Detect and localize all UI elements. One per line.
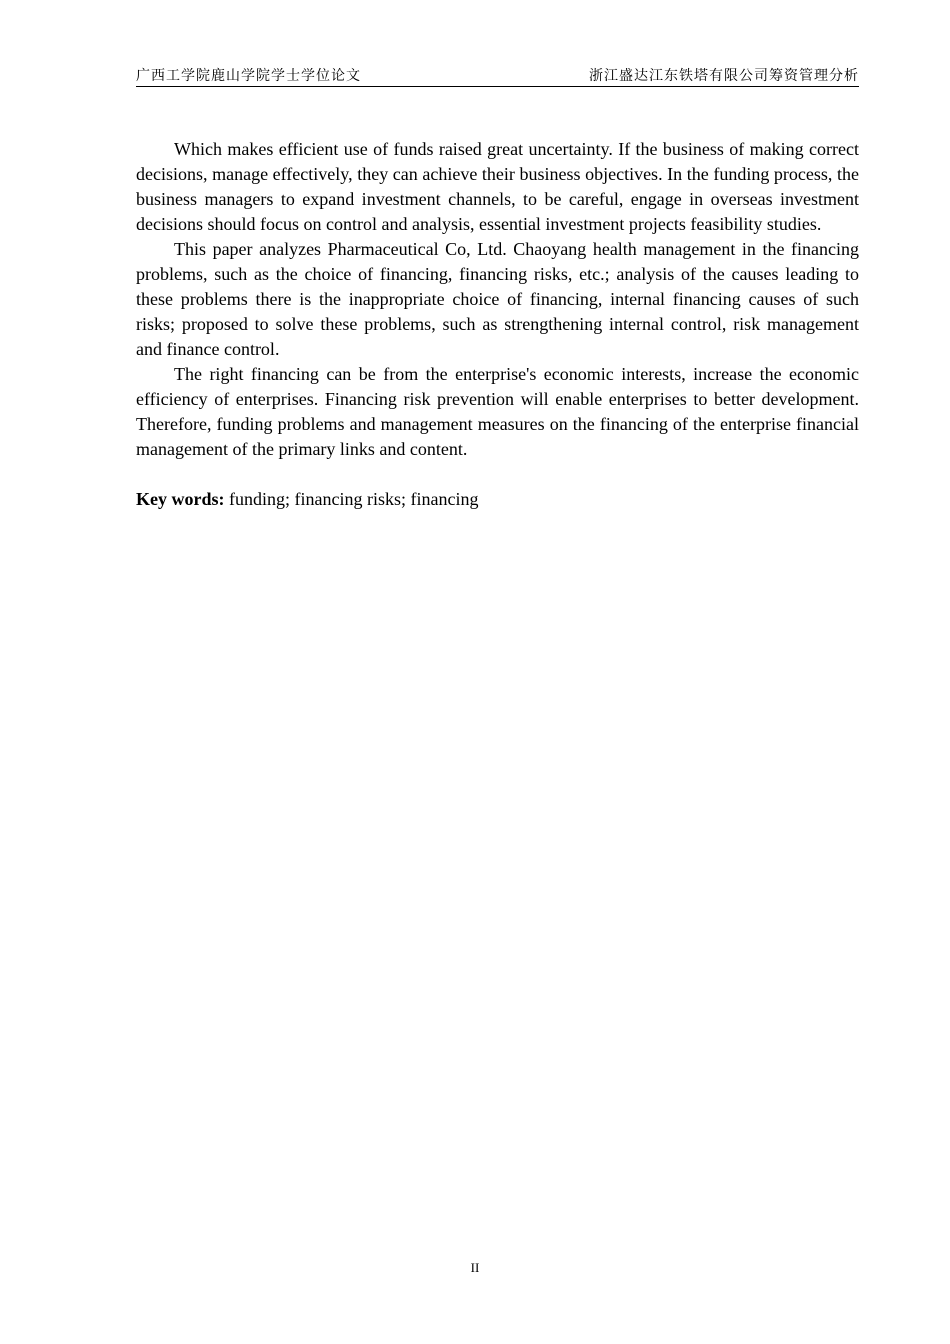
paragraph-1: Which makes efficient use of funds raised great uncertainty. If the business of making correct decisions, manage effectively, they can achieve their business objectives. In the funding process, the business managers to expand investment channels, to be careful, engage in overseas investment decisions should focus on control and analysis, essential investment projects feasibility studies.: [136, 139, 859, 234]
abstract-body: [136, 137, 859, 512]
page-header: [136, 66, 859, 87]
keywords-label: Key words:: [136, 489, 225, 509]
page-number: II: [470, 1260, 480, 1275]
paragraph-2: This paper analyzes Pharmaceutical Co, Ltd. Chaoyang health management in the financing problems, such as the choice of financing, financing risks, etc.; analysis of the causes leading to these problems there is the inappropriate choice of financing, internal financing causes of such risks; proposed to solve these problems, such as strengthening internal control, risk management and finance control.: [136, 239, 859, 359]
keywords-text: funding; financing risks; financing: [224, 489, 479, 509]
header-left-title: 广西工学院鹿山学院学士学位论文: [136, 68, 361, 84]
keywords-line: [136, 487, 859, 512]
paragraph-3: The right financing can be from the enterprise's economic interests, increase the economic efficiency of enterprises. Financing risk prevention will enable enterprises to better development. Therefore, funding problems and management measures on the financing of the enterprise financial management of the primary links and content.: [136, 364, 859, 459]
header-right-title: 浙江盛达江东铁塔有限公司筹资管理分析: [589, 68, 859, 84]
